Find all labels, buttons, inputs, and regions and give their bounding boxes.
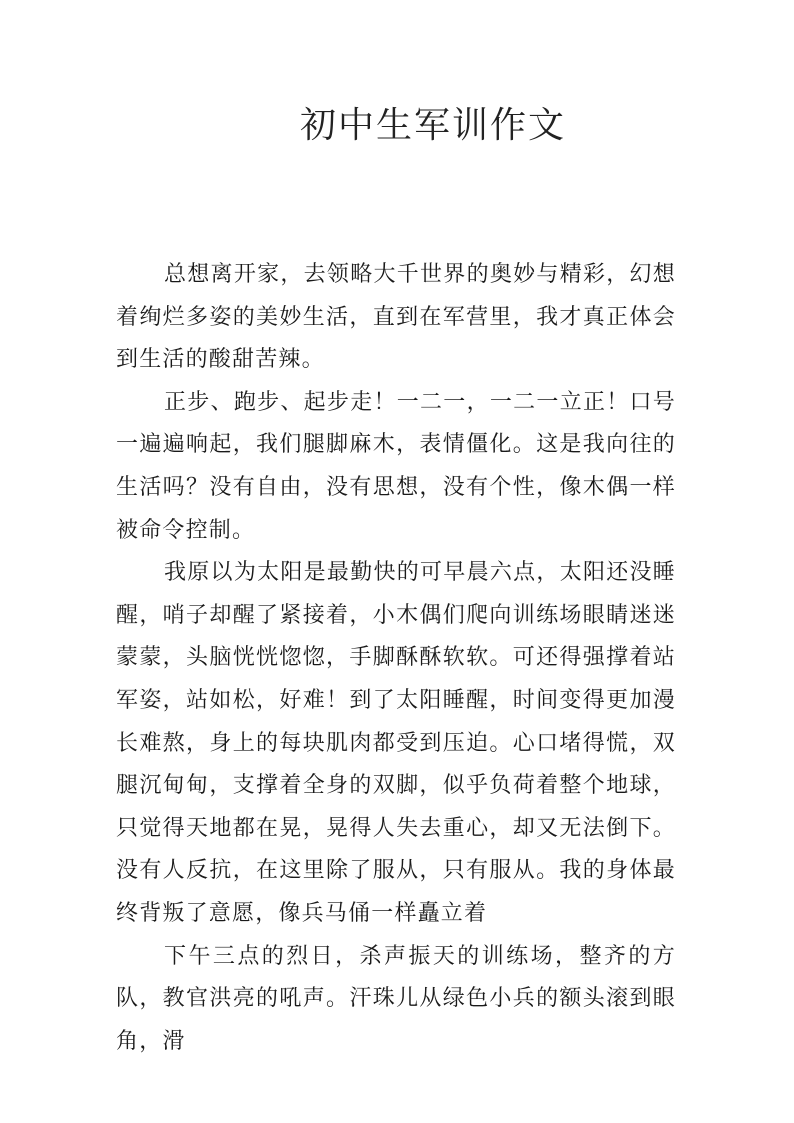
paragraph-4: 下午三点的烈日，杀声振天的训练场，整齐的方队，教官洪亮的吼声。汗珠儿从绿色小兵的额头滚到眼角，滑: [116, 943, 676, 1054]
page-title: 初中生军训作文: [299, 105, 566, 146]
paragraph-3: 我原以为太阳是最勤快的可早晨六点，太阳还没睡醒，哨子却醒了紧接着，小木偶们爬向训练场眼睛迷迷蒙蒙，头脑恍恍惚惚，手脚酥酥软软。可还得强撑着站军姿，站如松，好难！到了太阳睡醒，时间变得更加漫长难熬，身上的每块肌肉都受到压迫。心口堵得慌，双腿沉甸甸，支撑着全身的双脚，似乎负荷着整个地球，只觉得天地都在晃，晃得人失去重心，却又无法倒下。没有人反抗，在这里除了服从，只有服从。我的身体最终背叛了意愿，像兵马俑一样矗立着: [116, 560, 676, 926]
document-body: [116, 254, 676, 1063]
paragraph-2: 正步、跑步、起步走！一二一，一二一立正！口号一遍遍响起，我们腿脚麻木，表情僵化。这是我向往的生活吗？没有自由，没有思想，没有个性，像木偶一样被命令控制。: [116, 389, 676, 543]
paragraph-1: 总想离开家，去领略大千世界的奥妙与精彩，幻想着绚烂多姿的美妙生活，直到在军营里，我才真正体会到生活的酸甜苦辣。: [116, 262, 676, 373]
